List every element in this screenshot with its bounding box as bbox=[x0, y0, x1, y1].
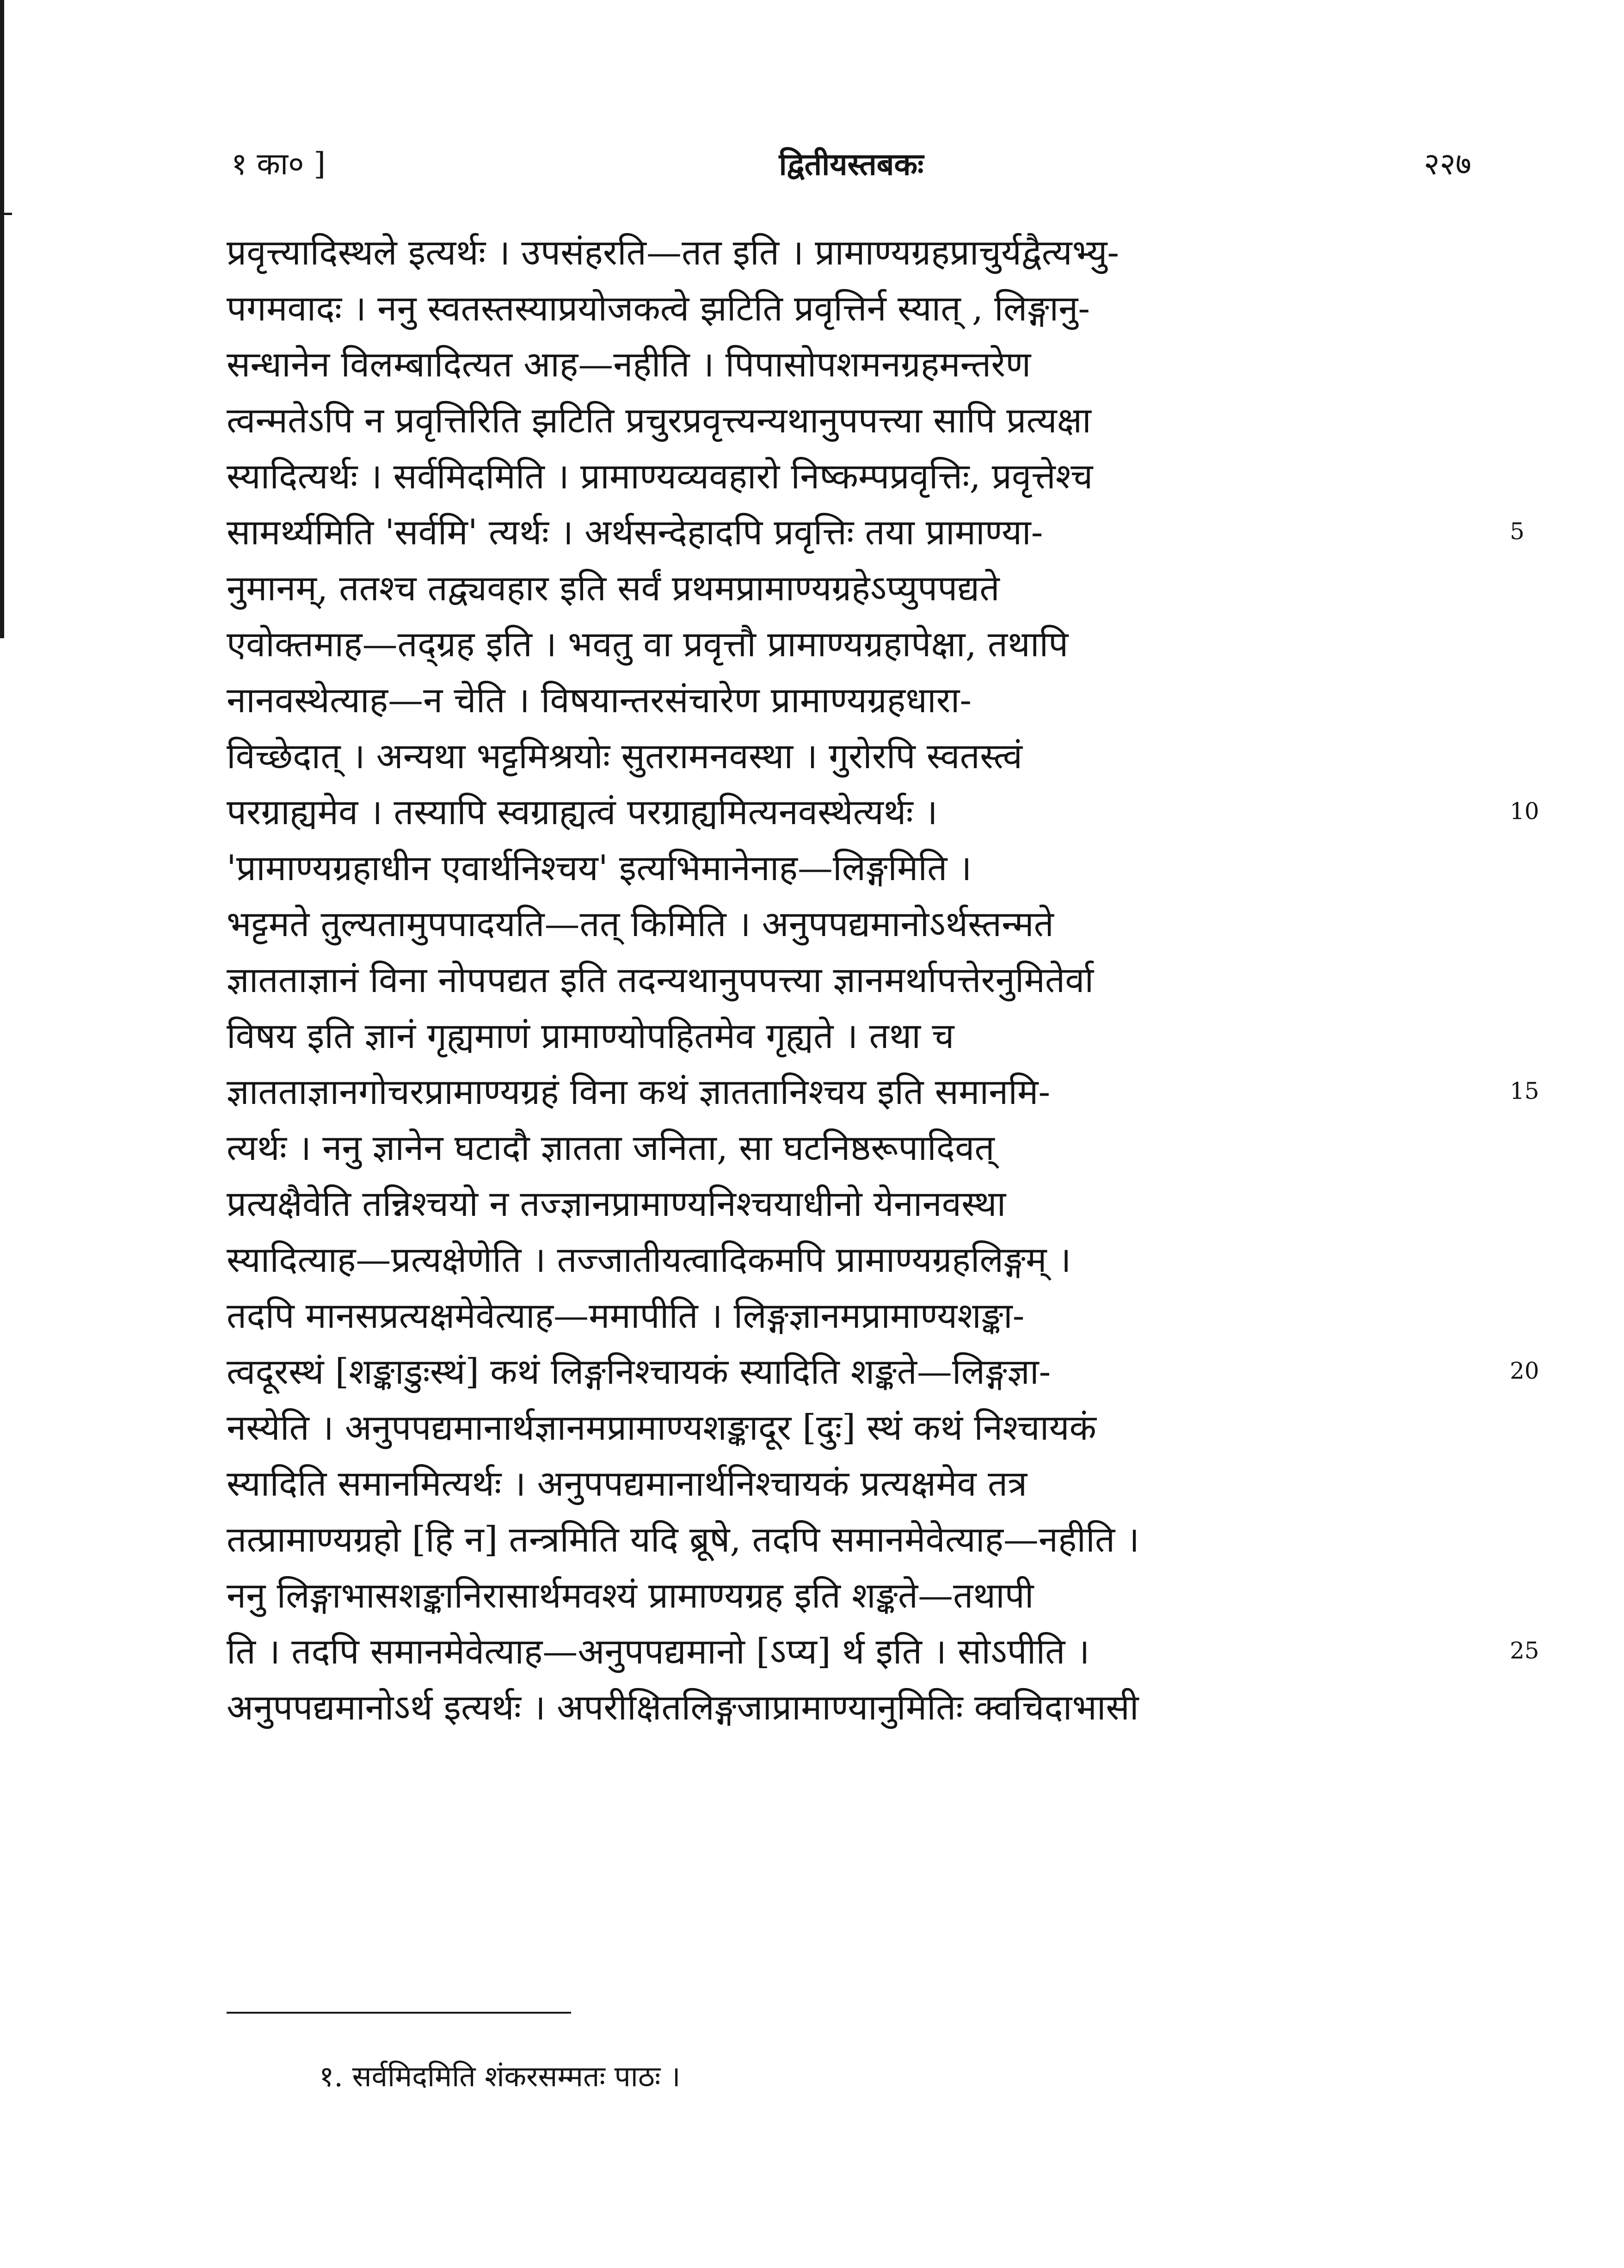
text-line: ज्ञातताज्ञानगोचरप्रामाण्यग्रहं विना कथं ज्ञाततानिश्चय इति समानमि- bbox=[227, 1071, 1051, 1112]
text-line: त्वदूरस्थं [शङ्काडुःस्थं] कथं लिङ्गनिश्चायकं स्यादिति शङ्कते—लिङ्गज्ञा- bbox=[227, 1351, 1051, 1392]
text-line: सन्धानेन विलम्बादित्यत आह—नहीति । पिपासोपशमनग्रहमन्तरेण bbox=[227, 344, 1031, 385]
text-line: विषय इति ज्ञानं गृह्यमाणं प्रामाण्योपहितमेव गृह्यते । तथा च bbox=[227, 1015, 954, 1056]
text-line: स्यादित्यर्थः । सर्वमिदमिति । प्रामाण्यव्यवहारो निष्कम्पप्रवृत्तिः, प्रवृत्तेश्च bbox=[227, 456, 1093, 497]
text-line: स्यादित्याह—प्रत्यक्षेणेति । तज्जातीयत्वादिकमपि प्रामाण्यग्रहलिङ्गम् । bbox=[227, 1239, 1071, 1280]
text-line: तदपि मानसप्रत्यक्षमेवेत्याह—ममापीति । लिङ्गज्ञानमप्रामाण्यशङ्का- bbox=[227, 1295, 1025, 1336]
text-line: 'प्रामाण्यग्रहाधीन एवार्थनिश्चय' इत्यभिमानेनाह—लिङ्गमिति । bbox=[227, 847, 972, 888]
text-line: ननु लिङ्गाभासशङ्कानिरासार्थमवश्यं प्रामाण्यग्रह इति शङ्कते—तथापी bbox=[227, 1575, 1034, 1616]
footnote-rule bbox=[227, 2012, 571, 2014]
text-line: नस्येति । अनुपपद्यमानार्थज्ञानमप्रामाण्यशङ्कादूर [दुः] स्थं कथं निश्चायकं bbox=[227, 1407, 1096, 1448]
page-number: २२७ bbox=[1424, 146, 1471, 182]
margin-line-number-25: 25 bbox=[1510, 1637, 1539, 1664]
text-line: ति । तदपि समानमेवेत्याह—अनुपपद्यमानो [ऽप्य] र्थ इति । सोऽपीति । bbox=[227, 1631, 1090, 1672]
text-line: भट्टमते तुल्यतामुपपादयति—तत् किमिति । अनुपपद्यमानोऽर्थस्तन्मते bbox=[227, 903, 1054, 944]
margin-line-number-5: 5 bbox=[1510, 518, 1525, 545]
margin-line-number-10: 10 bbox=[1510, 798, 1539, 825]
margin-line-number-20: 20 bbox=[1510, 1357, 1539, 1384]
text-line: अनुपपद्यमानोऽर्थ इत्यर्थः । अपरीक्षितलिङ्गजाप्रामाण्यानुमितिः क्वचिदाभासी bbox=[227, 1687, 1139, 1728]
text-line: त्वन्मतेऽपि न प्रवृत्तिरिति झटिति प्रचुरप्रवृत्त्यन्यथानुपपत्त्या सापि प्रत्यक्षा bbox=[227, 400, 1091, 441]
text-line: पगमवादः । ननु स्वतस्तस्याप्रयोजकत्वे झटिति प्रवृत्तिर्न स्यात् , लिङ्गानु- bbox=[227, 288, 1090, 329]
text-line: नुमानम्, ततश्च तद्व्यवहार इति सर्वं प्रथमप्रामाण्यग्रहेऽप्युपपद्यते bbox=[227, 567, 1000, 609]
text-line: स्यादिति समानमित्यर्थः । अनुपपद्यमानार्थनिश्चायकं प्रत्यक्षमेव तत्र bbox=[227, 1463, 1027, 1504]
commentary-text bbox=[227, 224, 1480, 1735]
text-line: विच्छेदात् । अन्यथा भट्टमिश्रयोः सुतरामनवस्था । गुरोरपि स्वतस्त्वं bbox=[227, 735, 1022, 777]
text-line: सामर्थ्यमिति 'सर्वमि' त्यर्थः । अर्थसन्देहादपि प्रवृत्तिः तया प्रामाण्या- bbox=[227, 512, 1043, 553]
text-line: तत्प्रामाण्यग्रहो [हि न] तन्त्रमिति यदि ब्रूषे, तदपि समानमेवेत्याह—नहीति । bbox=[227, 1519, 1140, 1560]
text-line: नानवस्थेत्याह—न चेति । विषयान्तरसंचारेण प्रामाण्यग्रहधारा- bbox=[227, 679, 972, 721]
text-line: ज्ञातताज्ञानं विना नोपपद्यत इति तदन्यथानुपपत्त्या ज्ञानमर्थापत्तेरनुमितेर्वा bbox=[227, 959, 1094, 1000]
chapter-marker: १ का० ] bbox=[231, 146, 326, 182]
page-header bbox=[231, 134, 1471, 194]
text-line: प्रत्यक्षैवेति तन्निश्चयो न तज्ज्ञानप्रामाण्यनिश्चयाधीनो येनानवस्था bbox=[227, 1183, 1006, 1224]
text-line: एवोक्तमाह—तद्ग्रह इति । भवतु वा प्रवृत्तौ प्रामाण्यग्रहापेक्षा, तथापि bbox=[227, 623, 1069, 665]
text-line: परग्राह्यमेव । तस्यापि स्वग्राह्यत्वं परग्राह्यमित्यनवस्थेत्यर्थः । bbox=[227, 791, 938, 832]
margin-line-number-15: 15 bbox=[1510, 1078, 1539, 1104]
running-title: द्वितीयस्तबकः bbox=[779, 146, 924, 182]
binding-edge-rule bbox=[0, 0, 4, 638]
binding-edge-tick bbox=[0, 213, 12, 215]
text-line: त्यर्थः । ननु ज्ञानेन घटादौ ज्ञातता जनिता, सा घटनिष्ठरूपादिवत् bbox=[227, 1127, 995, 1168]
footnote: १. सर्वमिदमिति शंकरसम्मतः पाठः । bbox=[319, 2059, 681, 2093]
text-line: प्रवृत्त्यादिस्थले इत्यर्थः । उपसंहरति—तत इति । प्रामाण्यग्रहप्राचुर्यद्वैत्यभ्यु- bbox=[227, 232, 1120, 273]
